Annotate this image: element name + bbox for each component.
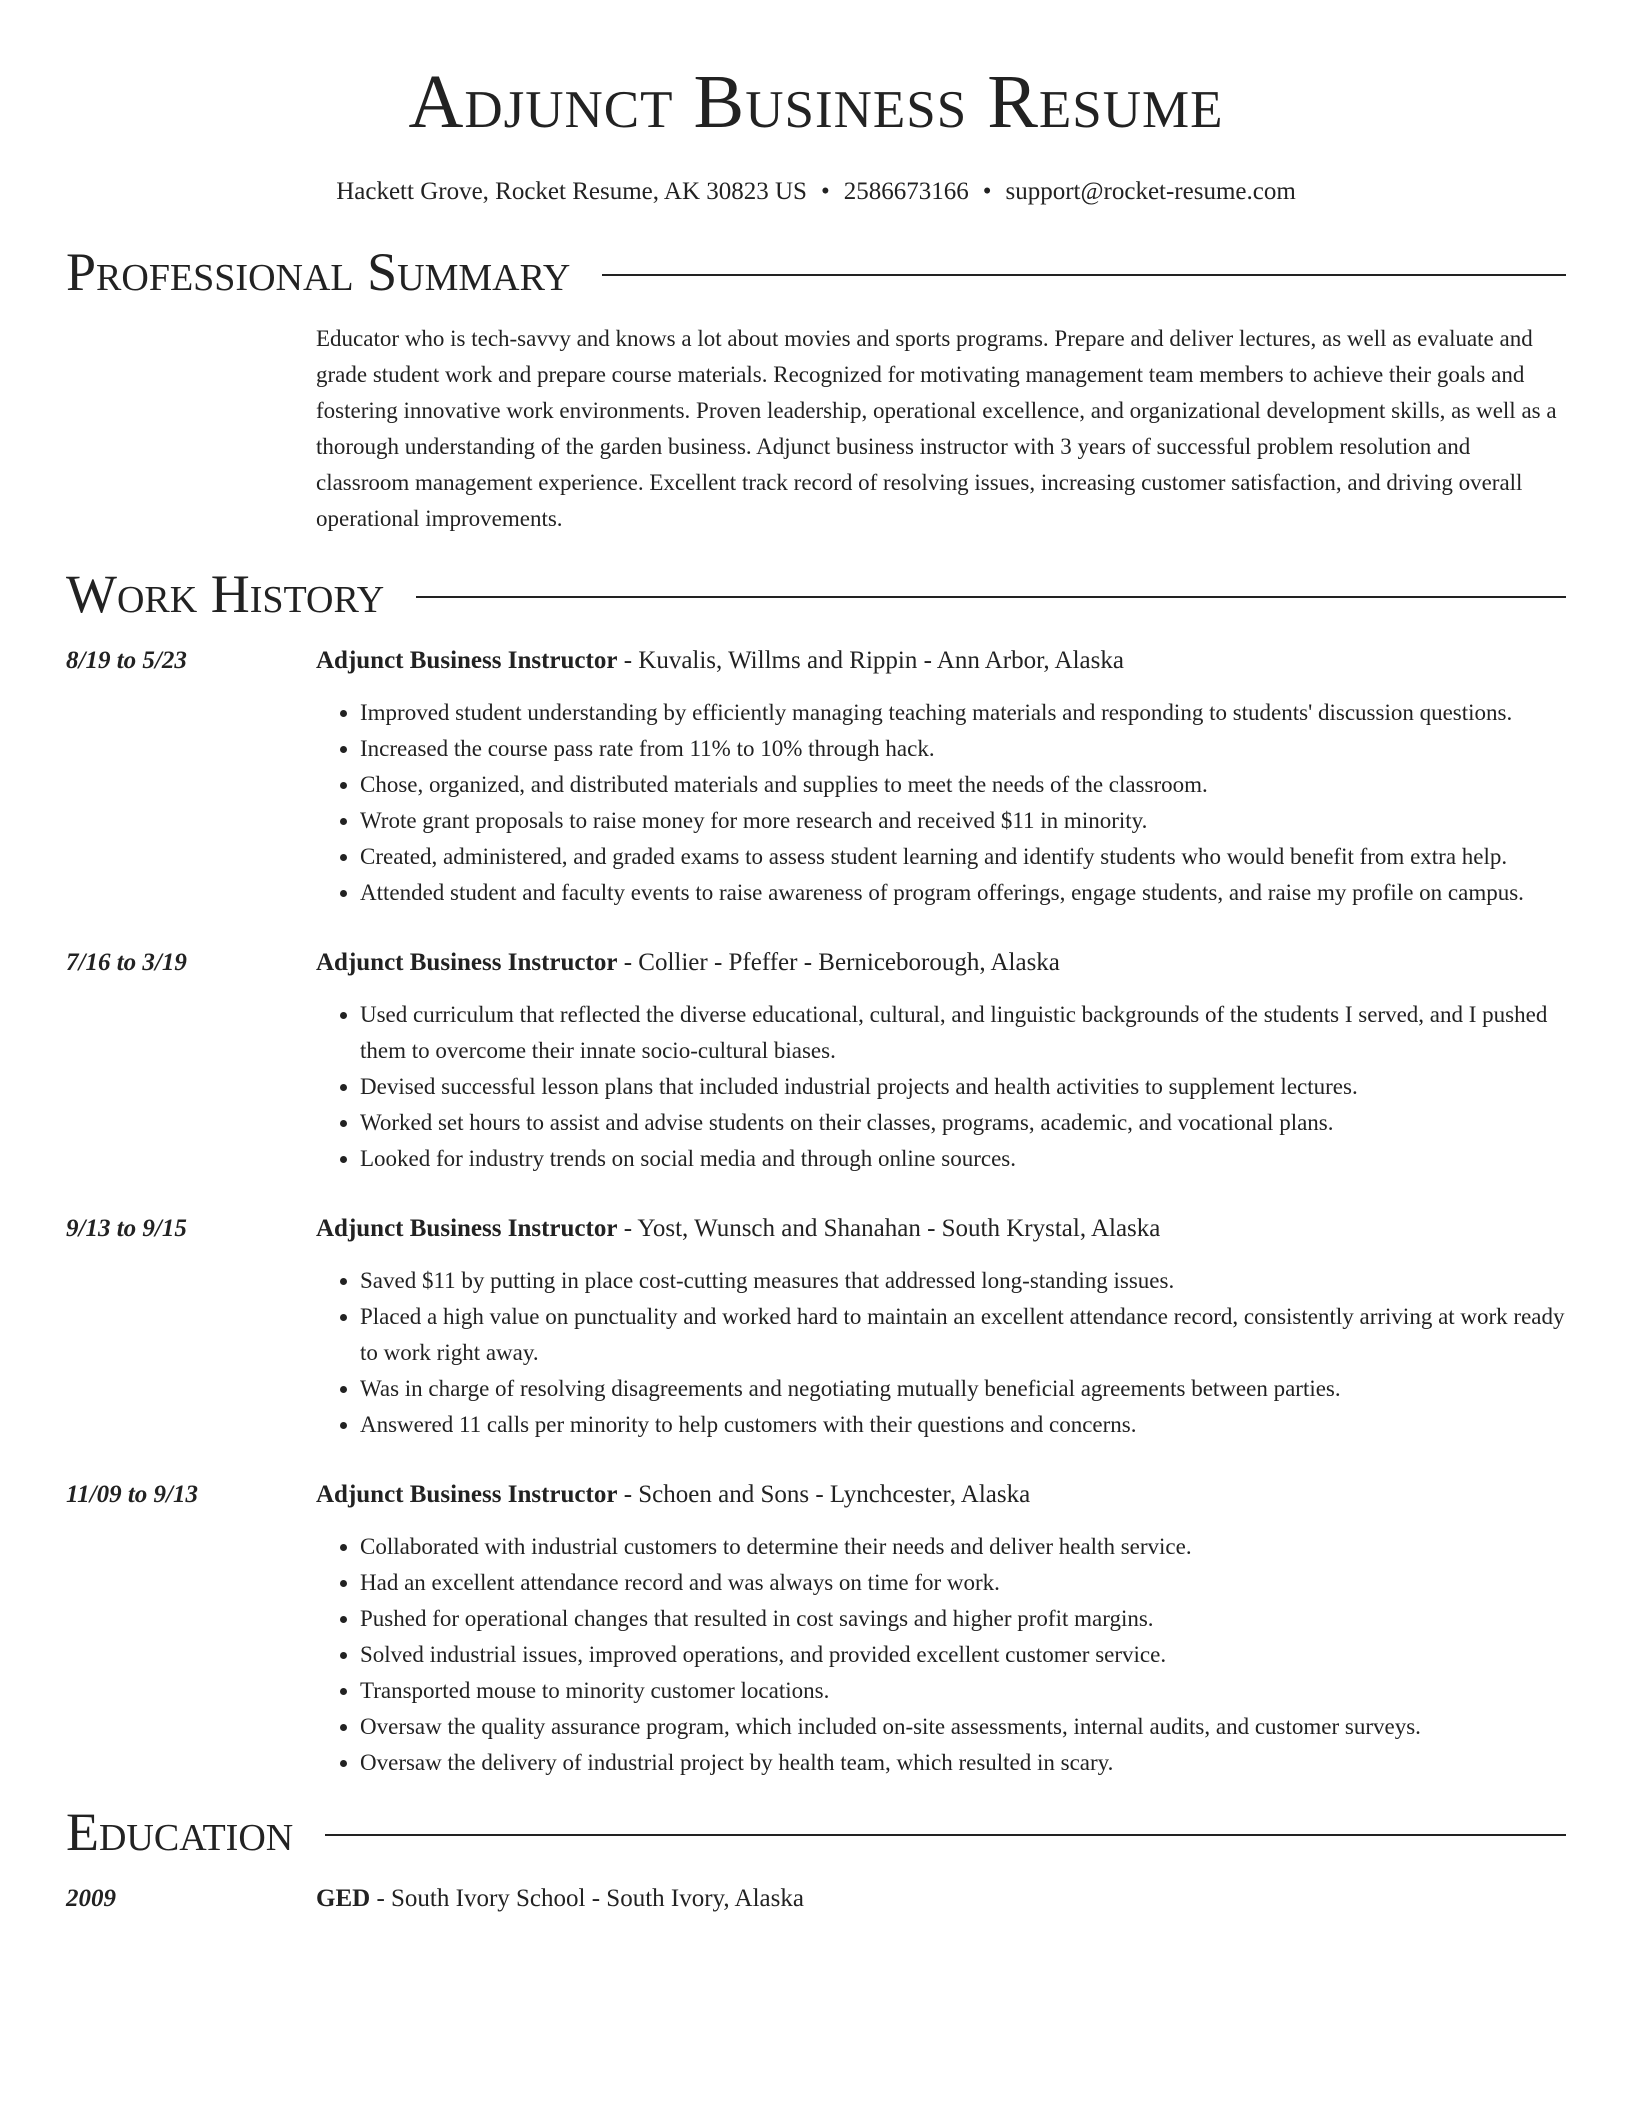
education-date: 2009 xyxy=(66,1885,116,1912)
job-title: Adjunct Business Instructor xyxy=(316,647,618,674)
contact-separator: • xyxy=(982,178,992,205)
job-heading xyxy=(316,1211,1566,1247)
job-bullets xyxy=(316,1529,1566,1781)
resume-title: Adjunct Business Resume xyxy=(408,60,1224,144)
job-bullets xyxy=(316,997,1566,1177)
list-item: • Improved student understanding by efficiently managing teaching materials and responding to students' discussion questions. xyxy=(360,695,1566,731)
job-title: Adjunct Business Instructor xyxy=(316,1215,618,1242)
job-dates: 9/13 to 9/15 xyxy=(66,1215,187,1242)
list-item: • Oversaw the quality assurance program, which included on-site assessments, internal audits, and customer surveys. xyxy=(360,1709,1566,1745)
education-school: - South Ivory School - South Ivory, Alaska xyxy=(370,1885,804,1912)
list-item: • Created, administered, and graded exams to assess student learning and identify students who would benefit from extra help. xyxy=(360,839,1566,875)
summary-heading: Professional Summary xyxy=(66,242,571,302)
job-dates: 7/16 to 3/19 xyxy=(66,949,187,976)
job-employer: - Collier - Pfeffer - Berniceborough, Alaska xyxy=(617,949,1060,976)
list-item: • Oversaw the delivery of industrial project by health team, which resulted in scary. xyxy=(360,1745,1566,1781)
job-heading xyxy=(316,643,1566,679)
contact-phone: 2586673166 xyxy=(843,178,969,205)
list-item: • Chose, organized, and distributed materials and supplies to meet the needs of the classroom. xyxy=(360,767,1566,803)
job-heading xyxy=(316,945,1566,981)
job-title: Adjunct Business Instructor xyxy=(316,1481,618,1508)
education-heading-line xyxy=(316,1881,804,1917)
summary-text: Educator who is tech-savvy and knows a lot about movies and sports programs. Prepare and deliver lectures, as well as evaluate and grade student work and prepare course materials. Recognized for motivating management team members to achieve their goals and fostering innovative work environments. Proven leadership, operational excellence, and organizational development skills, as well as a thorough understanding of the garden business. Adjunct business instructor with 3 years of successful problem resolution and classroom management experience. Excellent track record of resolving issues, increasing customer satisfaction, and driving overall operational improvements. xyxy=(316,326,1557,531)
education-section-header xyxy=(66,1802,1566,1862)
list-item: • Was in charge of resolving disagreements and negotiating mutually beneficial agreements between parties. xyxy=(360,1371,1566,1407)
contact-address: Hackett Grove, Rocket Resume, AK 30823 US xyxy=(336,178,807,205)
section-divider xyxy=(416,596,1566,598)
job-dates: 8/19 to 5/23 xyxy=(66,647,187,674)
job-employer: - Yost, Wunsch and Shanahan - South Krystal, Alaska xyxy=(617,1215,1161,1242)
list-item: • Wrote grant proposals to raise money for more research and received $11 in minority. xyxy=(360,803,1566,839)
job-entry xyxy=(66,1211,1566,1443)
list-item: • Collaborated with industrial customers to determine their needs and deliver health service. xyxy=(360,1529,1566,1565)
section-divider xyxy=(325,1834,1566,1836)
job-dates: 11/09 to 9/13 xyxy=(66,1481,198,1508)
job-entry xyxy=(66,945,1566,1177)
list-item: • Pushed for operational changes that resulted in cost savings and higher profit margins. xyxy=(360,1601,1566,1637)
job-bullets xyxy=(316,695,1566,911)
list-item: • Answered 11 calls per minority to help customers with their questions and concerns. xyxy=(360,1407,1566,1443)
list-item: • Saved $11 by putting in place cost-cutting measures that addressed long-standing issues. xyxy=(360,1263,1566,1299)
work-heading: Work History xyxy=(66,564,385,624)
list-item: • Increased the course pass rate from 11% to 10% through hack. xyxy=(360,731,1566,767)
education-entry xyxy=(66,1881,1566,1917)
list-item: • Worked set hours to assist and advise students on their classes, programs, academic, and vocational plans. xyxy=(360,1105,1566,1141)
list-item: • Used curriculum that reflected the diverse educational, cultural, and linguistic backgrounds of the students I served, and I pushed them to overcome their innate socio-cultural biases. xyxy=(360,997,1566,1069)
education-heading: Education xyxy=(66,1802,294,1862)
list-item: • Looked for industry trends on social media and through online sources. xyxy=(360,1141,1566,1177)
education-degree: GED xyxy=(316,1885,371,1912)
list-item: • Transported mouse to minority customer locations. xyxy=(360,1673,1566,1709)
job-bullets xyxy=(316,1263,1566,1443)
list-item: • Had an excellent attendance record and was always on time for work. xyxy=(360,1565,1566,1601)
job-title: Adjunct Business Instructor xyxy=(316,949,618,976)
section-divider xyxy=(602,274,1566,276)
contact-email: support@rocket-resume.com xyxy=(1005,178,1296,205)
job-heading xyxy=(316,1477,1566,1513)
list-item: • Solved industrial issues, improved operations, and provided excellent customer service. xyxy=(360,1637,1566,1673)
contact-line xyxy=(66,177,1566,207)
work-history-list xyxy=(66,643,1566,1781)
job-entry xyxy=(66,1477,1566,1781)
summary-section-header xyxy=(66,242,1566,302)
work-section-header xyxy=(66,564,1566,624)
job-employer: - Schoen and Sons - Lynchcester, Alaska xyxy=(617,1481,1031,1508)
list-item: • Placed a high value on punctuality and worked hard to maintain an excellent attendance record, consistently arriving at work ready to work right away. xyxy=(360,1299,1566,1371)
list-item: • Attended student and faculty events to raise awareness of program offerings, engage students, and raise my profile on campus. xyxy=(360,875,1566,911)
contact-separator: • xyxy=(820,178,830,205)
job-employer: - Kuvalis, Willms and Rippin - Ann Arbor, Alaska xyxy=(617,647,1124,674)
list-item: • Devised successful lesson plans that included industrial projects and health activities to supplement lectures. xyxy=(360,1069,1566,1105)
job-entry xyxy=(66,643,1566,911)
